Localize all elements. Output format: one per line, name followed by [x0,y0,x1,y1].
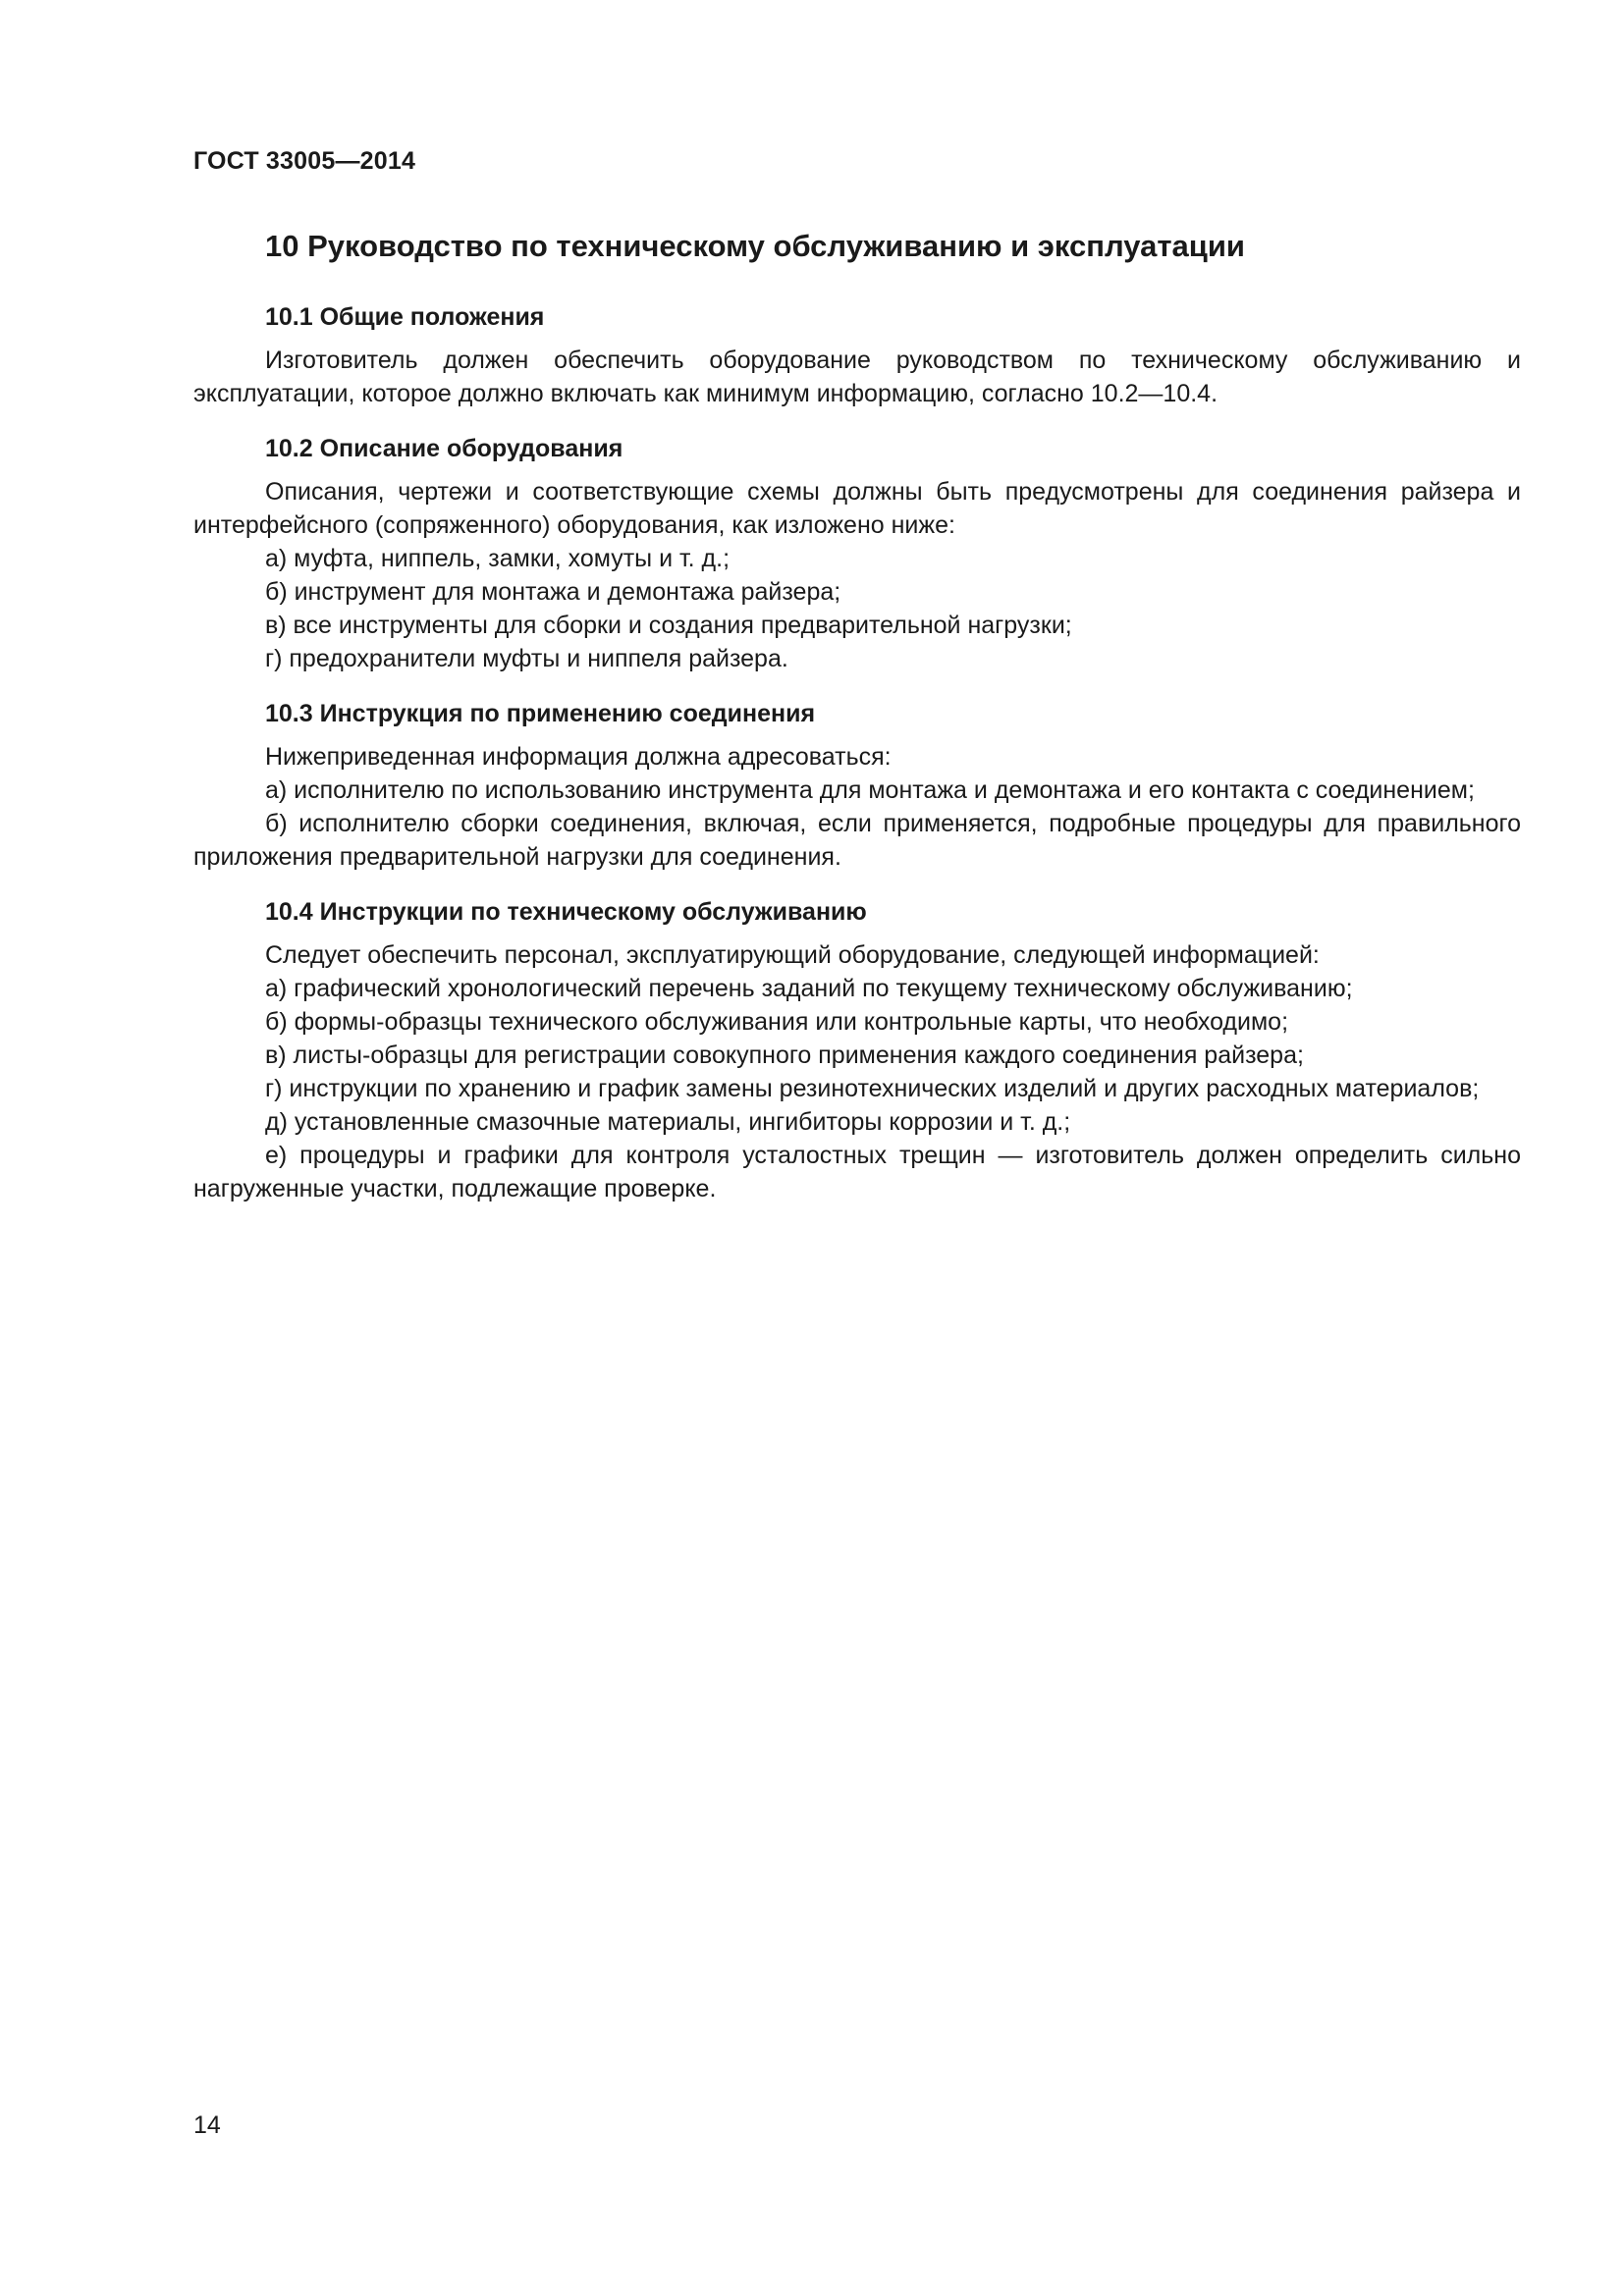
list-item: г) инструкции по хранению и график замены резинотехнических изделий и других расходных материалов; [265,1075,1480,1102]
list-item: б) инструмент для монтажа и демонтажа райзера; [265,578,841,606]
list-item: е) процедуры и графики для контроля усталостных трещин — изготовитель должен определить сильно нагруженные участки, подлежащие проверке. [193,1142,1521,1202]
section-10-title: 10 Руководство по техническому обслуживанию и эксплуатации [265,229,1245,263]
paragraph: Следует обеспечить персонал, эксплуатирующий оборудование, следующей информацией: [265,941,1320,969]
subsection-10-3-title: 10.3 Инструкция по применению соединения [265,700,816,727]
list-item: б) формы-образцы технического обслуживания или контрольные карты, что необходимо; [265,1008,1289,1036]
paragraph: Описания, чертежи и соответствующие схемы должны быть предусмотрены для соединения райзера и интерфейсного (сопряженного) оборудования, как изложено ниже: [193,478,1521,539]
list-item: в) все инструменты для сборки и создания предварительной нагрузки; [265,612,1072,639]
page-content [193,218,1521,1205]
list-item: а) исполнителю по использованию инструмента для монтажа и демонтажа и его контакта с соединением; [265,776,1475,804]
paragraph: Изготовитель должен обеспечить оборудование руководством по техническому обслуживанию и эксплуатации, которое должно включать как минимум информацию, согласно 10.2—10.4. [193,347,1521,407]
page-number: 14 [193,2111,221,2139]
list-item: а) муфта, ниппель, замки, хомуты и т. д.; [265,545,731,572]
list-item: в) листы-образцы для регистрации совокупного применения каждого соединения райзера; [265,1041,1304,1069]
list-item: б) исполнителю сборки соединения, включая, если применяется, подробные процедуры для правильного приложения предварительной нагрузки для соединения. [193,810,1521,871]
list-item: д) установленные смазочные материалы, ингибиторы коррозии и т. д.; [265,1108,1071,1136]
list-item: г) предохранители муфты и ниппеля райзера. [265,645,788,672]
document-code-header: ГОСТ 33005—2014 [193,147,416,175]
paragraph: Нижеприведенная информация должна адресоваться: [265,743,892,771]
subsection-10-4-title: 10.4 Инструкции по техническому обслуживанию [265,898,867,926]
subsection-10-2-title: 10.2 Описание оборудования [265,435,623,462]
subsection-10-1-title: 10.1 Общие положения [265,303,545,331]
list-item: а) графический хронологический перечень заданий по текущему техническому обслуживанию; [265,975,1353,1002]
